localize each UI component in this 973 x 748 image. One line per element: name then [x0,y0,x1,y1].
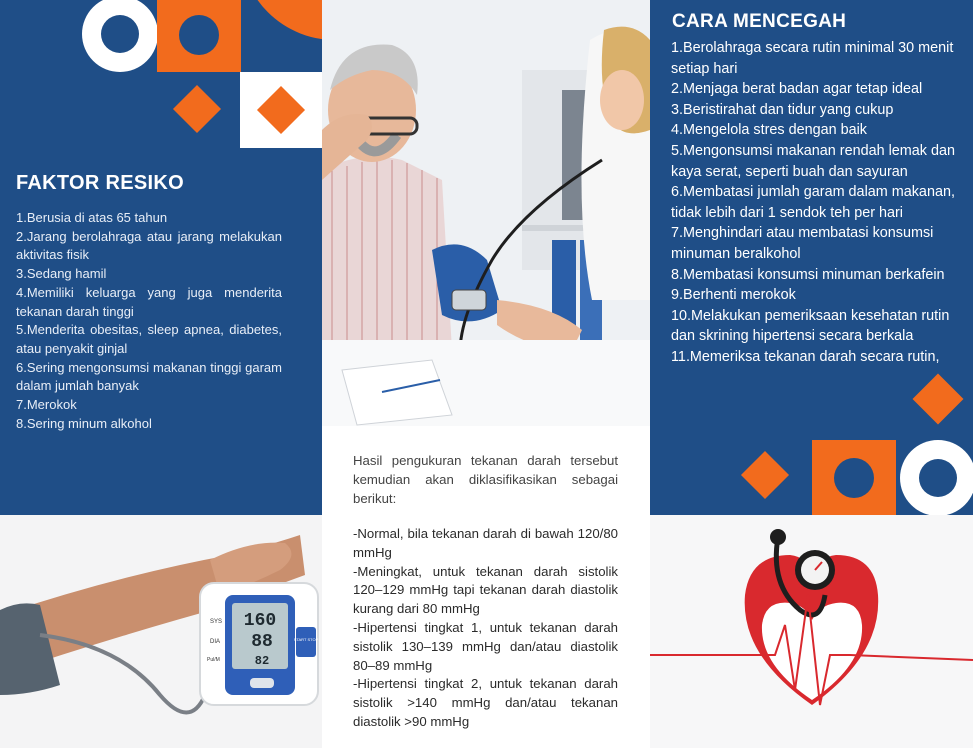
list-item: 3.Beristirahat dan tidur yang cukup [671,101,894,118]
list-item: 5.Menderita obesitas, sleep apnea, diabetes, atau penyakit ginjal [16,322,282,356]
list-item: 2.Jarang berolahraga atau jarang melakukan aktivitas fisik [16,228,282,263]
white-square-decoration [240,72,322,148]
start-stop-label: START STOP [293,637,319,642]
risk-factors-list [16,209,282,433]
list-item: -Meningkat, untuk tekanan darah sistolik 120–129 mmHg tapi tekanan darah diastolik kurang dari 80 mmHg [353,563,618,617]
dia-reading: 88 [251,632,273,652]
orange-square-decoration [812,440,896,515]
heart-stethoscope-photo [650,515,973,748]
list-item: 1.Berolahraga secara rutin minimal 30 menit setiap hari [671,40,954,77]
list-item: 4.Mengelola stres dengan baik [671,122,868,139]
orange-diamond-decoration [741,451,789,499]
risk-factors-panel [0,0,322,515]
doctor-patient-photo [322,0,650,426]
prevention-panel [650,0,973,515]
list-item: 8.Membatasi konsumsi minuman berkafein [671,266,945,283]
orange-diamond-decoration [913,374,964,425]
list-item: 4.Memiliki keluarga yang juga menderita tekanan darah tinggi [16,284,282,319]
pulse-label: Pul/M [207,657,220,663]
list-item: 5.Mengonsumsi makanan rendah lemak dan kaya serat, seperti buah dan sayuran [671,142,955,180]
bp-monitor-illustration [0,515,322,748]
orange-arc-decoration [240,0,322,40]
orange-diamond-decoration [173,85,221,133]
heart-stethoscope-illustration [650,515,973,748]
prevention-title: CARA MENCEGAH [672,11,847,32]
dia-label: DIA [210,639,221,645]
doctor-patient-illustration [322,0,650,426]
classification-list [353,525,618,732]
list-item: -Hipertensi tingkat 1, untuk tekanan darah sistolik 130–139 mmHg dan/atau diastolik 80–89 mmHg [353,619,618,673]
sys-label: SYS [210,619,223,625]
list-item: 7.Menghindari atau membatasi konsumsi minuman beralkohol [671,225,934,262]
bp-monitor-photo [0,515,322,748]
classification-intro: Hasil pengukuran tekanan darah tersebut kemudian akan diklasifikasikan sebagai berikut: [353,453,618,506]
list-item: 7.Merokok [16,397,77,413]
classification-panel [322,426,650,748]
list-item: 9.Berhenti merokok [671,287,796,304]
list-item: 6.Membatasi jumlah garam dalam makanan, tidak lebih dari 1 sendok teh per hari [671,184,955,221]
list-item: -Normal, bila tekanan darah di bawah 120/80 mmHg [353,526,618,560]
list-item: -Hipertensi tingkat 2, untuk tekanan darah sistolik >140 mmHg dan/atau tekanan diastolik >90 mmHg [353,676,618,729]
ring-decoration [82,0,158,72]
list-item: 11.Memeriksa tekanan darah secara rutin, [671,348,940,365]
ring-decoration [900,440,973,515]
sys-reading: 160 [243,611,277,631]
pulse-reading: 82 [254,654,270,668]
list-item: 3.Sedang hamil [16,266,107,282]
list-item: 2.Menjaga berat badan agar tetap ideal [671,81,923,98]
list-item: 1.Berusia di atas 65 tahun [16,210,168,225]
risk-factors-title: FAKTOR RESIKO [16,172,184,194]
list-item: 8.Sering minum alkohol [16,415,152,431]
prevention-list [671,38,971,368]
list-item: 6.Sering mengonsumsi makanan tinggi garam dalam jumlah banyak [16,359,282,394]
list-item: 10.Melakukan pemeriksaan kesehatan rutin dan skrining hipertensi secara berkala [671,307,950,345]
orange-square-decoration [157,0,241,72]
